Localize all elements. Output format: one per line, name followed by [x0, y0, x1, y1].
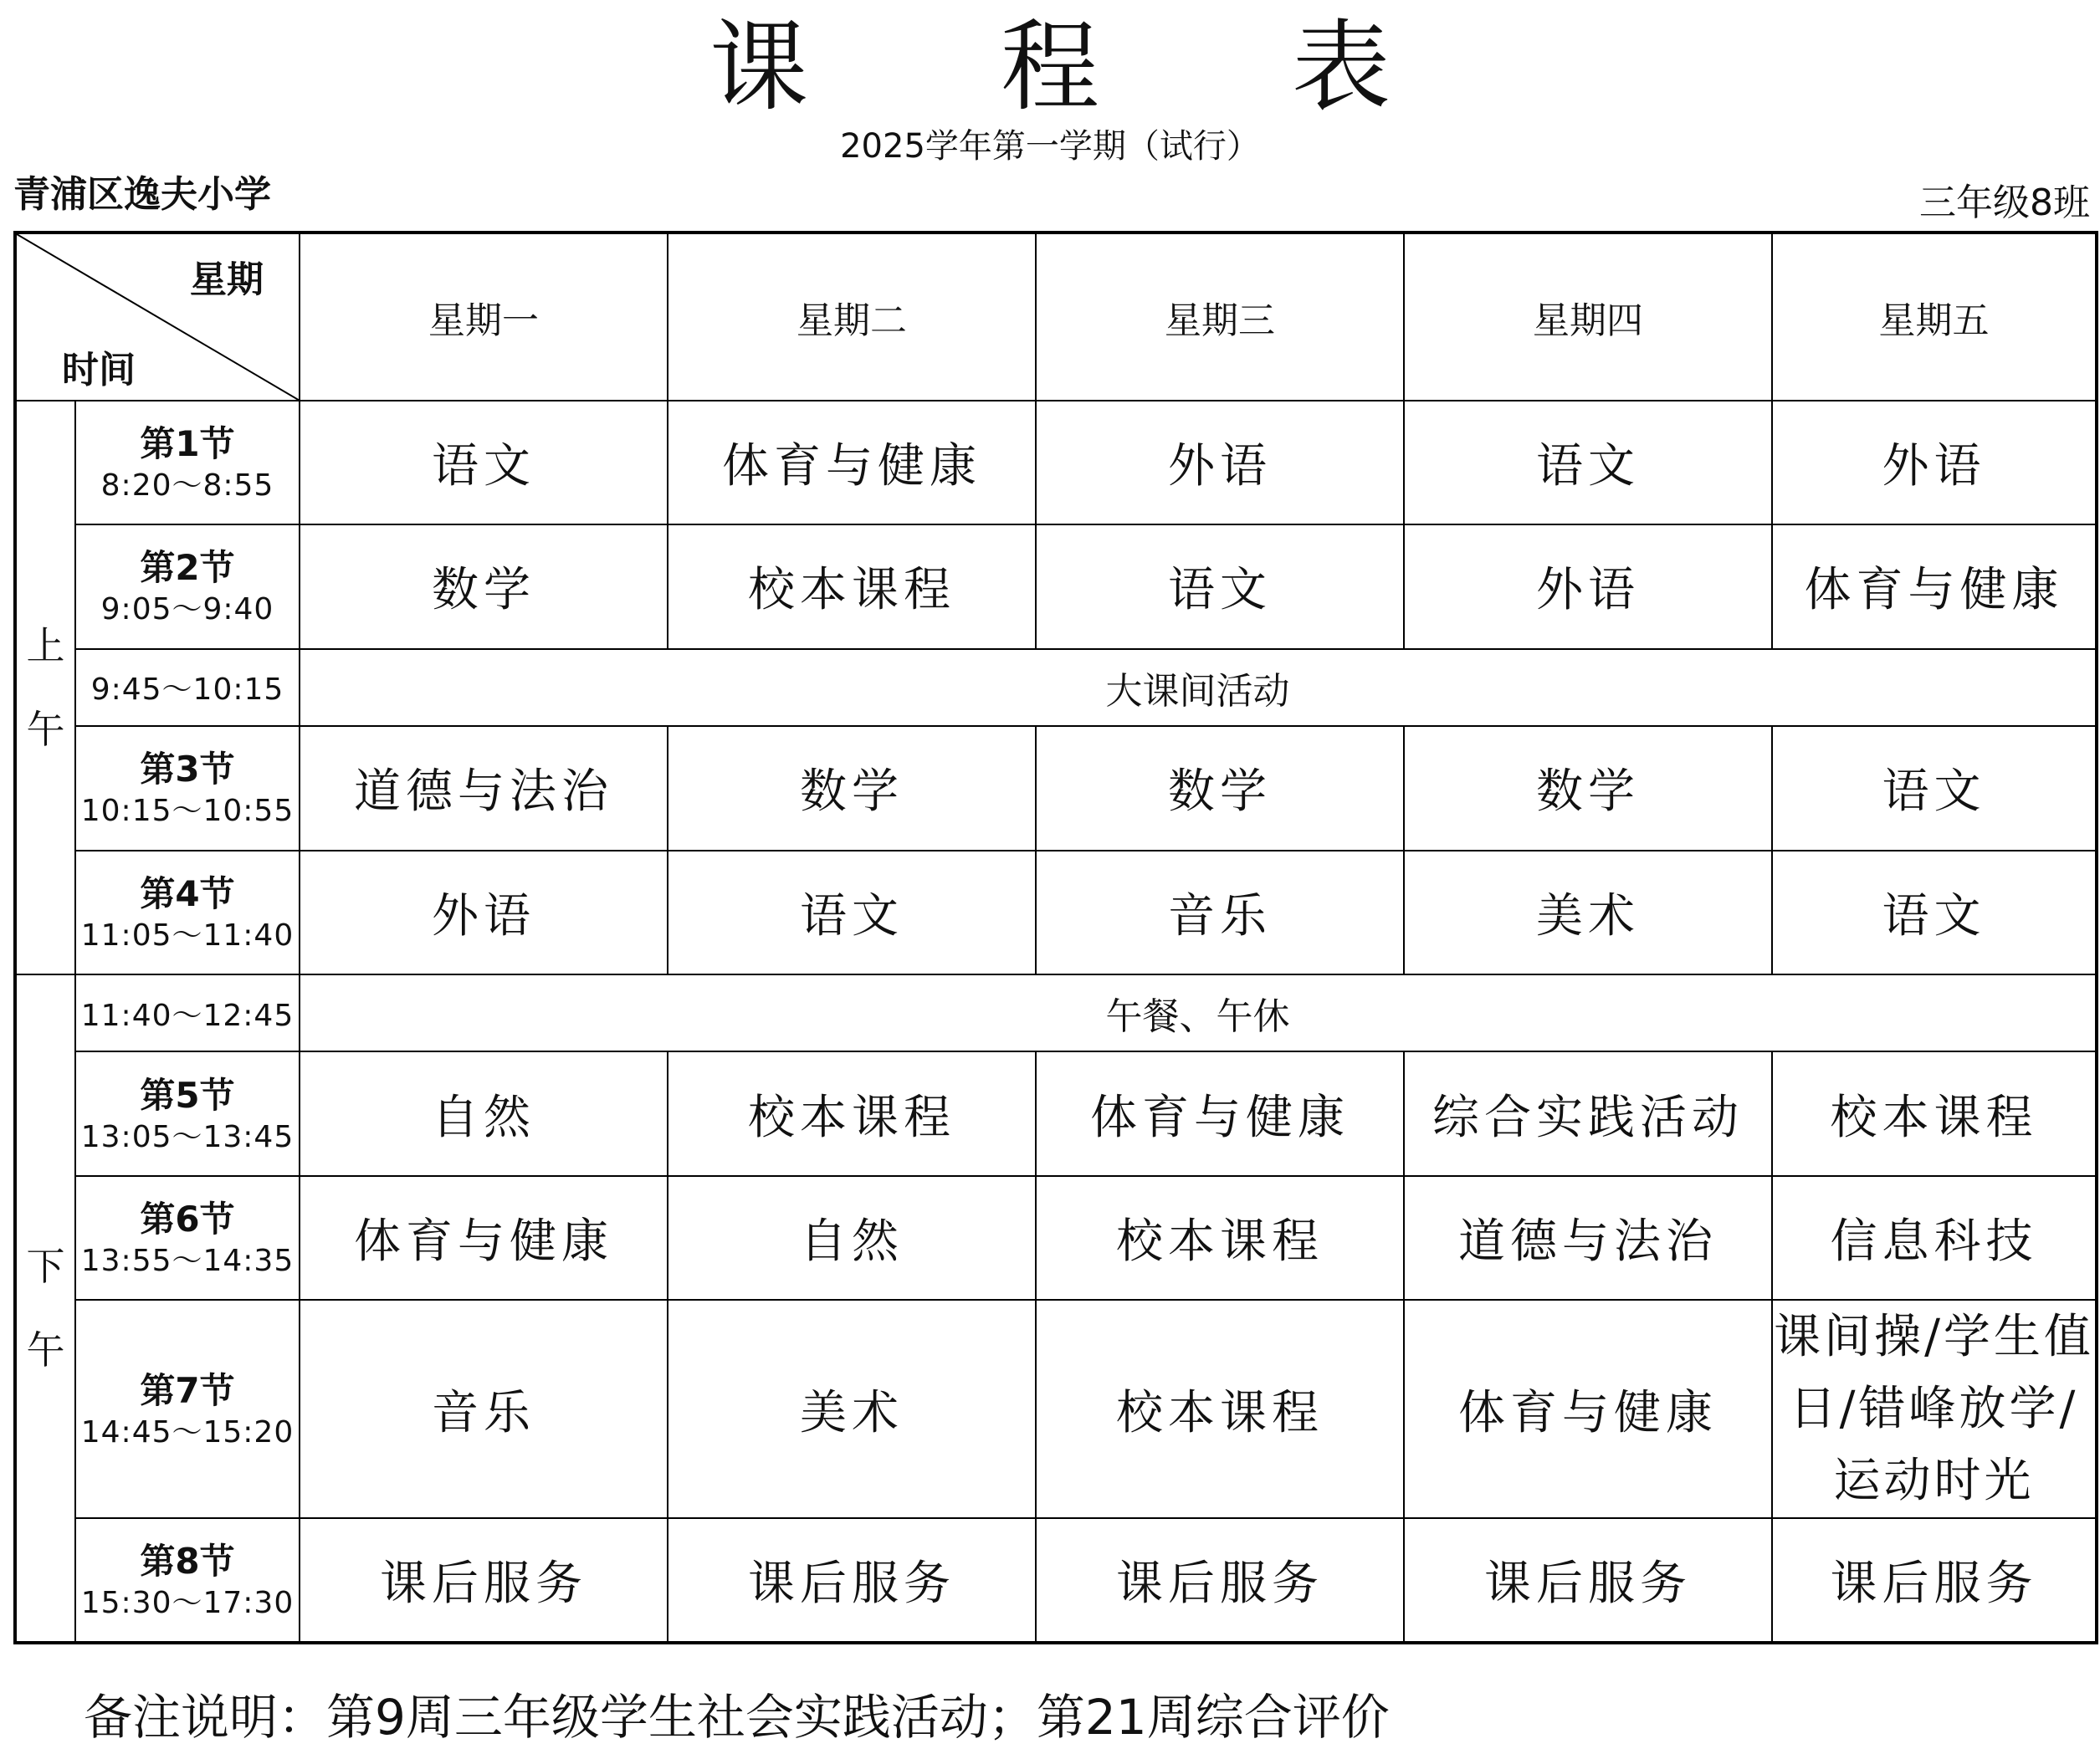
course-cell: 数学	[300, 524, 668, 649]
course-cell: 道德与法治	[1404, 1176, 1772, 1301]
period-header	[75, 1518, 300, 1643]
afternoon-label-text	[17, 1225, 74, 1392]
period-row	[15, 401, 2097, 525]
period-name: 第1节	[140, 422, 235, 464]
period-row	[15, 1300, 2097, 1518]
day-header-thu: 星期四	[1404, 233, 1772, 401]
period-time: 15:30～17:30	[80, 1586, 295, 1621]
period-time: 13:55～14:35	[80, 1244, 295, 1279]
remarks-note: 备注说明：第9周三年级学生社会实践活动；第21周综合评价	[84, 1689, 1390, 1746]
course-cell: 数学	[1404, 726, 1772, 851]
period-time: 13:05～13:45	[80, 1119, 295, 1154]
course-cell: 课后服务	[1404, 1518, 1772, 1643]
course-cell: 道德与法治	[300, 726, 668, 851]
break-label: 大课间活动	[300, 649, 2097, 726]
course-cell: 语文	[1036, 524, 1404, 649]
title-char-3: 表	[1292, 9, 1391, 125]
course-cell: 体育与健康	[668, 401, 1036, 525]
morning-label-text	[17, 604, 74, 771]
corner-weekday-label: 星期	[190, 258, 264, 301]
course-cell: 课后服务	[300, 1518, 668, 1643]
course-cell: 课后服务	[668, 1518, 1036, 1643]
course-cell: 语文	[1772, 726, 2097, 851]
course-cell: 体育与健康	[1404, 1300, 1772, 1518]
course-cell: 体育与健康	[1772, 524, 2097, 649]
period-name: 第5节	[140, 1074, 235, 1116]
course-cell: 语文	[1772, 851, 2097, 975]
day-header-wed: 星期三	[1036, 233, 1404, 401]
class-label: 三年级8班	[1919, 182, 2090, 224]
period-time: 14:45～15:20	[80, 1414, 295, 1450]
corner-time-label: 时间	[62, 348, 136, 391]
course-cell: 信息科技	[1772, 1176, 2097, 1301]
period-time: 11:05～11:40	[80, 918, 295, 953]
course-cell: 自然	[668, 1176, 1036, 1301]
course-cell: 课后服务	[1772, 1518, 2097, 1643]
period-row	[15, 524, 2097, 649]
corner-cell	[15, 233, 300, 401]
course-cell: 体育与健康	[1036, 1051, 1404, 1176]
course-cell: 校本课程	[668, 1051, 1036, 1176]
course-cell: 音乐	[1036, 851, 1404, 975]
day-header-mon: 星期一	[300, 233, 668, 401]
half-day-char: 上	[26, 622, 65, 668]
course-cell: 语文	[668, 851, 1036, 975]
half-day-char: 下	[26, 1244, 65, 1290]
period-header	[75, 1300, 300, 1518]
course-cell: 数学	[1036, 726, 1404, 851]
period-time: 9:05～9:40	[100, 592, 274, 627]
period-name: 第3节	[140, 749, 235, 790]
period-row	[15, 726, 2097, 851]
course-cell: 体育与健康	[300, 1176, 668, 1301]
half-day-char: 午	[26, 706, 65, 752]
day-header-fri: 星期五	[1772, 233, 2097, 401]
period-time: 8:20～8:55	[100, 468, 274, 503]
afternoon-label	[15, 974, 75, 1643]
page-title	[0, 0, 2100, 125]
course-cell: 语文	[300, 401, 668, 525]
course-cell: 校本课程	[1772, 1051, 2097, 1176]
period-row	[15, 1518, 2097, 1643]
morning-label	[15, 401, 75, 974]
period-name: 第6节	[140, 1199, 235, 1240]
period-name: 第8节	[140, 1541, 235, 1583]
period-header	[75, 726, 300, 851]
timetable	[13, 231, 2098, 1644]
course-cell: 外语	[1036, 401, 1404, 525]
course-cell: 外语	[300, 851, 668, 975]
period-header	[75, 401, 300, 525]
period-header	[75, 851, 300, 975]
course-cell: 美术	[668, 1300, 1036, 1518]
period-row	[15, 1176, 2097, 1301]
header-row	[15, 233, 2097, 401]
course-cell: 数学	[668, 726, 1036, 851]
period-name: 第2节	[140, 547, 235, 589]
course-cell: 校本课程	[668, 524, 1036, 649]
course-cell: 外语	[1772, 401, 2097, 525]
period-row	[15, 851, 2097, 975]
period-header	[75, 524, 300, 649]
period-name: 第4节	[140, 872, 235, 914]
course-cell: 美术	[1404, 851, 1772, 975]
period-time: 10:15～10:55	[80, 794, 295, 829]
course-cell: 音乐	[300, 1300, 668, 1518]
course-cell: 语文	[1404, 401, 1772, 525]
break-time: 11:40～12:45	[75, 974, 300, 1051]
day-header-tue: 星期二	[668, 233, 1036, 401]
title-char-1: 课	[709, 9, 808, 125]
break-time: 9:45～10:15	[75, 649, 300, 726]
course-cell: 外语	[1404, 524, 1772, 649]
school-name: 青浦区逸夫小学	[13, 173, 271, 216]
period-name: 第7节	[140, 1369, 235, 1411]
course-cell: 校本课程	[1036, 1176, 1404, 1301]
break-row	[15, 649, 2097, 726]
course-cell: 课后服务	[1036, 1518, 1404, 1643]
period-header	[75, 1176, 300, 1301]
period-row	[15, 1051, 2097, 1176]
course-cell: 校本课程	[1036, 1300, 1404, 1518]
course-cell: 自然	[300, 1051, 668, 1176]
title-char-2: 程	[1000, 9, 1099, 125]
course-cell: 综合实践活动	[1404, 1051, 1772, 1176]
break-row	[15, 974, 2097, 1051]
period-header	[75, 1051, 300, 1176]
course-cell: 课间操/学生值日/错峰放学/运动时光	[1772, 1300, 2097, 1518]
half-day-char: 午	[26, 1327, 65, 1373]
semester-subtitle: 2025学年第一学期（试行）	[840, 127, 1260, 166]
break-label: 午餐、午休	[300, 974, 2097, 1051]
